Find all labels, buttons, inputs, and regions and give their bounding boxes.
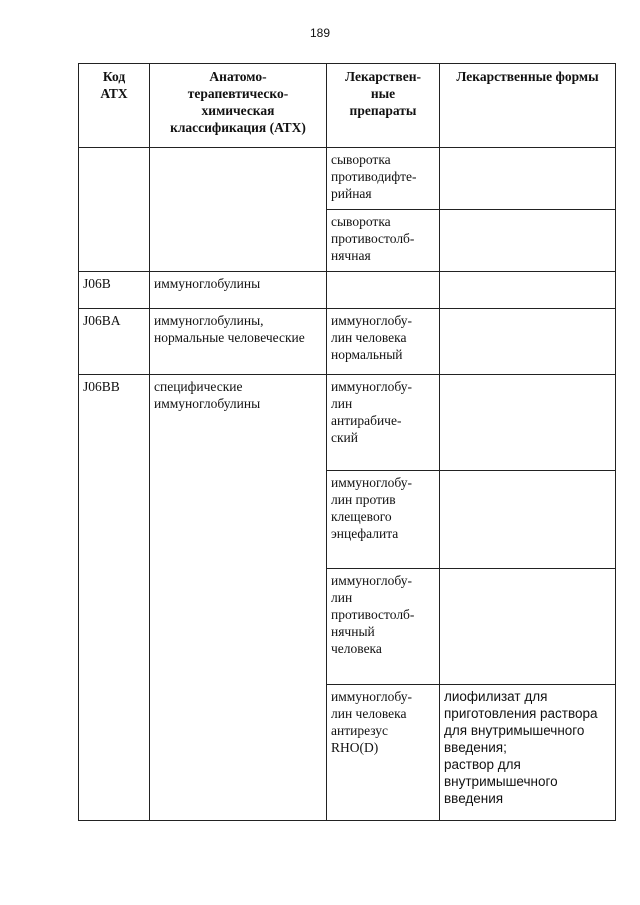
table-row	[79, 375, 616, 471]
form-cell	[440, 569, 616, 685]
form-cell	[440, 471, 616, 569]
header-atx-code: Код АТХ	[79, 64, 150, 148]
classification-cell: иммуноглобулины, нормальные человеческие	[150, 309, 327, 375]
drug-cell: иммуноглобу- лин человека нормальный	[327, 309, 440, 375]
form-cell	[440, 375, 616, 471]
drug-cell: сыворотка противостолб- нячная	[327, 210, 440, 272]
form-cell	[440, 272, 616, 309]
form-cell: лиофилизат для приготовления раствора для внутримышечного введения; раствор для внутримышечного введения	[440, 685, 616, 821]
form-cell	[440, 309, 616, 375]
drug-cell: иммуноглобу- лин человека антирезус RHO(D)	[327, 685, 440, 821]
header-drugs: Лекарствен- ные препараты	[327, 64, 440, 148]
form-cell	[440, 148, 616, 210]
table-row	[79, 309, 616, 375]
drug-cell: иммуноглобу- лин антирабиче- ский	[327, 375, 440, 471]
code-cell: J06B	[79, 272, 150, 309]
page-number: 189	[309, 26, 331, 40]
form-cell	[440, 210, 616, 272]
code-cell	[79, 148, 150, 272]
drug-cell: иммуноглобу- лин противостолб- нячный человека	[327, 569, 440, 685]
table-row	[79, 148, 616, 210]
drug-cell: сыворотка противодифте- рийная	[327, 148, 440, 210]
classification-cell: иммуноглобулины	[150, 272, 327, 309]
classification-cell: специфические иммуноглобулины	[150, 375, 327, 821]
code-cell: J06BA	[79, 309, 150, 375]
table-header-row	[79, 64, 616, 148]
drug-cell	[327, 272, 440, 309]
header-dosage-forms: Лекарственные формы	[440, 64, 616, 148]
atx-classification-table	[78, 63, 616, 821]
table-row	[79, 272, 616, 309]
drug-cell: иммуноглобу- лин против клещевого энцефалита	[327, 471, 440, 569]
classification-cell	[150, 148, 327, 272]
header-atx-classification: Анатомо- терапевтическо- химическая классификация (АТХ)	[150, 64, 327, 148]
code-cell: J06BB	[79, 375, 150, 821]
